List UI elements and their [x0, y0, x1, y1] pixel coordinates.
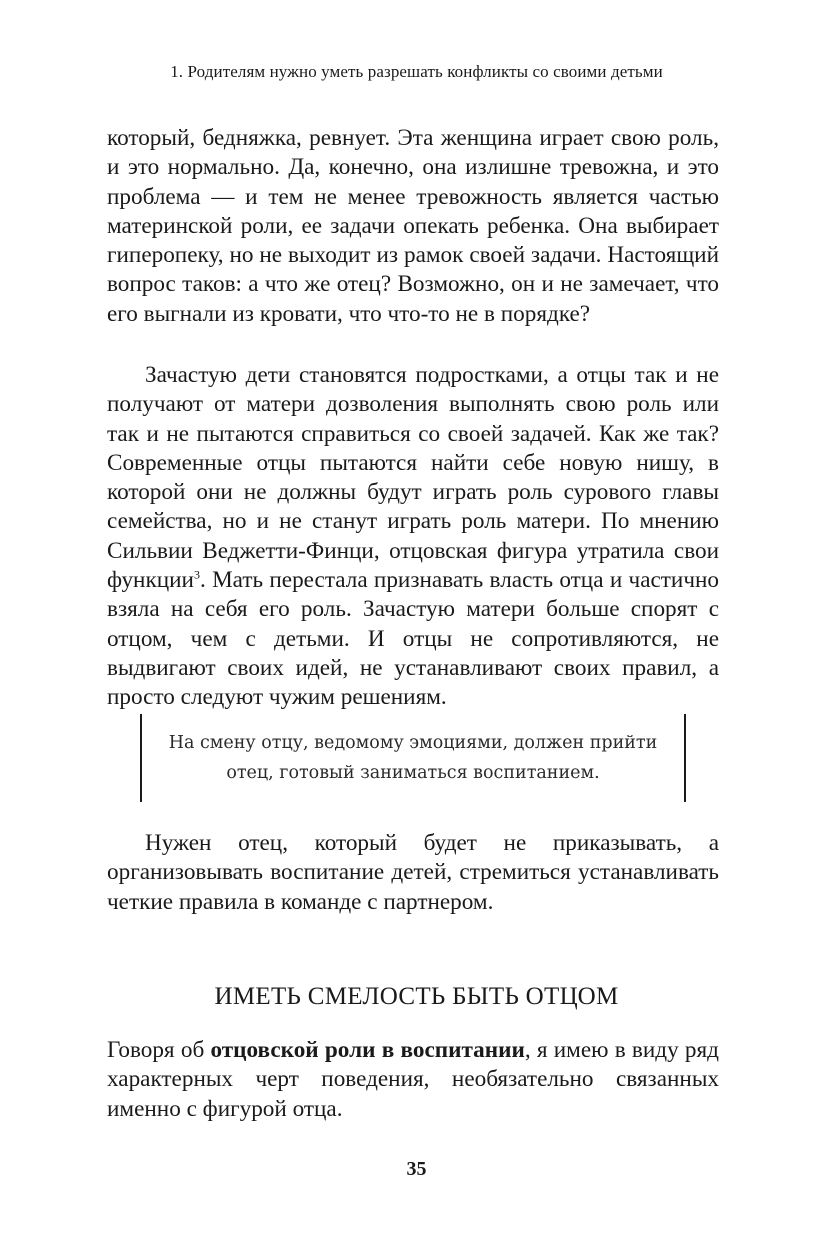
pull-quote-text: На смену отцу, ведомому эмоциями, должен прийти отец, готовый заниматься воспитанием. — [168, 733, 658, 783]
paragraph-4-rest: , я имею в виду ряд характерных черт поведения, необязательно связанных именно с фигурой отца. — [107, 1037, 719, 1122]
body-paragraph-3: Нужен отец, который будет не приказывать, а организовывать воспитание детей, стремиться устанавливать четкие правила в команде с партнером. — [107, 830, 719, 915]
running-head: 1. Родителям нужно уметь разрешать конфликты со своими детьми — [170, 62, 663, 81]
page-number: 35 — [406, 1158, 427, 1180]
body-paragraph-1: который, бедняжка, ревнует. Эта женщина играет свою роль, и это нормально. Да, конечно, она излишне тревожна, и это проблема — и тем не менее тревожность является частью материнской роли, ее задачи опекать ребенка. Она выбирает гиперопеку, но не выходит из рамок своей задачи. Настоящий вопрос таков: а что же отец? Возможно, он и не замечает, что его выгнали из кровати, что что-то не в порядке? — [107, 125, 719, 327]
paragraph-2-continuation: . Мать перестала признавать власть отца и частично взяла на себя его роль. Зачастую матери больше спорят с отцом, чем с детьми. И отцы не сопротивляются, не выдвигают своих идей, не устанавливают своих правил, а просто следуют чужим решениям. — [107, 567, 719, 711]
paragraph-2-text: Зачастую дети становятся подростками, а отцы так и не получают от матери дозволения выполнять свою роль или так и не пытаются справиться со своей задачей. Как же так? Современные отцы пытаются найти себе новую нишу, в которой они не должны будут играть роль сурового главы семейства, но и не станут играть роль матери. По мнению Сильвии Веджетти-Финци, отцовская фигура утратила свои функции — [107, 362, 719, 594]
footnote-reference[interactable]: 3 — [193, 567, 200, 582]
section-heading: ИМЕТЬ СМЕЛОСТЬ БЫТЬ ОТЦОМ — [214, 983, 619, 1010]
pull-quote — [140, 714, 686, 802]
body-paragraph-2 — [107, 361, 719, 713]
paragraph-4-bold-term: отцовской роли в воспитании — [210, 1037, 525, 1063]
body-paragraph-4 — [107, 1036, 719, 1124]
paragraph-4-lead: Говоря об — [107, 1037, 211, 1063]
